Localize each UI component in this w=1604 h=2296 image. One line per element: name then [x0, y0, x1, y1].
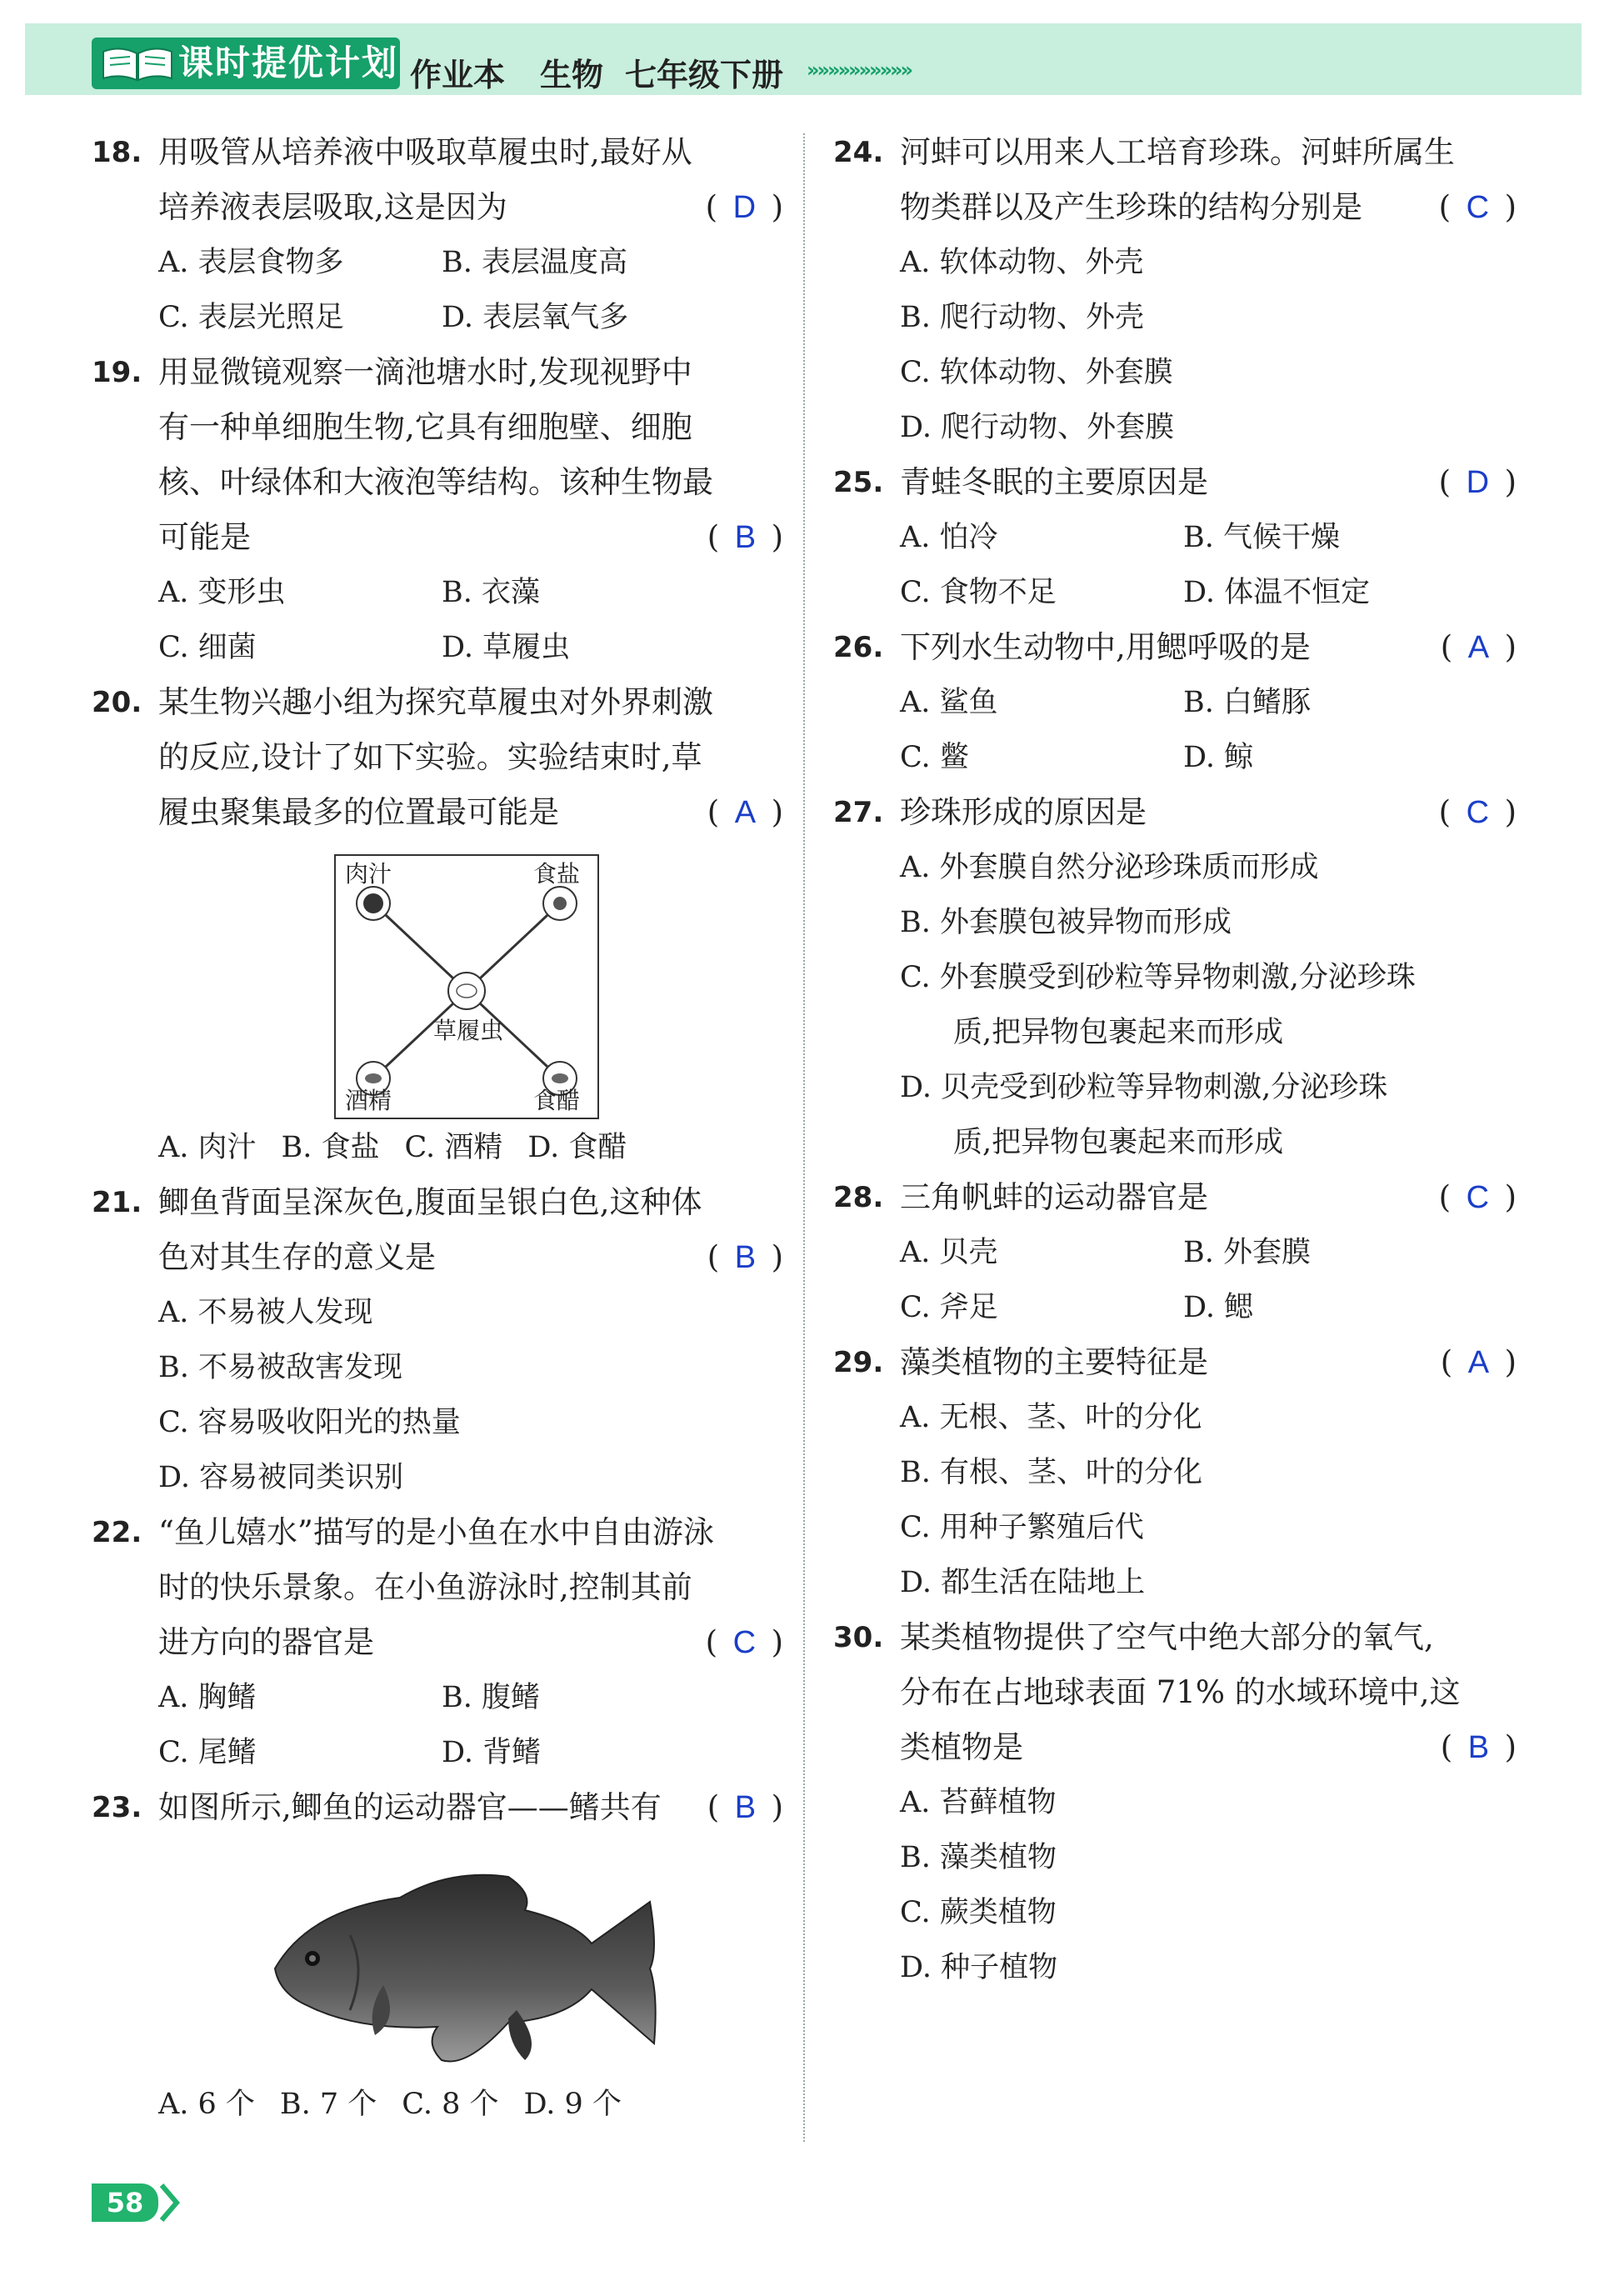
question-27 [833, 785, 1517, 1170]
question-text: 类植物是 [900, 1729, 1023, 1765]
option-C: C. 8 个 [402, 2088, 499, 2121]
option-C: C. 食物不足 [900, 576, 1057, 609]
question-stem-line [92, 730, 783, 785]
vinegar-blob [552, 1073, 568, 1083]
question-23 [92, 1780, 783, 2132]
question-text: 有一种单细胞生物,它具有细胞壁、细胞 [158, 409, 692, 445]
page-number: 58 [92, 2183, 158, 2222]
experiment-diagram [333, 853, 600, 1120]
option-C: C. 酒精 [404, 1131, 503, 1164]
answer-bracket [1439, 455, 1517, 510]
bracket-close: ) [1489, 1344, 1517, 1380]
question-stem-line [833, 1335, 1517, 1390]
question-number: 30. [833, 1621, 884, 1654]
option-D: D. 都生活在陆地上 [900, 1566, 1146, 1599]
option-A: A. 肉汁 [158, 1131, 257, 1164]
question-stem-line [833, 1720, 1517, 1775]
bracket-open: ( [707, 519, 735, 555]
question-number: 29. [833, 1346, 884, 1379]
question-text: 色对其生存的意义是 [158, 1239, 436, 1275]
book-label: 作业本 [410, 57, 506, 93]
question-text: 珍珠形成的原因是 [900, 794, 1147, 830]
option-D: D. 爬行动物、外套膜 [900, 411, 1175, 444]
option-row [158, 620, 783, 675]
answer-letter: A [1467, 630, 1490, 665]
question-stem-line [833, 125, 1517, 180]
question-28 [833, 1170, 1517, 1335]
bracket-open: ( [1438, 1179, 1467, 1215]
question-stem-line [833, 785, 1517, 840]
chevron-right-icon [158, 2182, 182, 2223]
answer-bracket [1441, 620, 1517, 675]
question-stem-line [92, 1230, 783, 1285]
question-text: 时的快乐景象。在小鱼游泳时,控制其前 [158, 1569, 692, 1605]
answer-letter: A [1467, 1345, 1490, 1380]
options [833, 510, 1517, 620]
question-text: 的反应,设计了如下实验。实验结束时,草 [158, 739, 702, 775]
bracket-close: ) [1489, 464, 1517, 500]
alcohol-blob [365, 1073, 382, 1083]
question-stem-line [92, 1175, 783, 1230]
option-B: B. 爬行动物、外壳 [900, 301, 1144, 334]
bracket-close: ) [756, 1624, 783, 1660]
answer-letter: D [732, 190, 757, 225]
label-bottom-left: 酒精 [345, 1087, 392, 1114]
question-stem-line [92, 785, 783, 840]
options [92, 565, 783, 675]
option-A: A. 6 个 [158, 2088, 255, 2121]
question-stem-line [92, 455, 783, 510]
option-row [900, 565, 1517, 620]
answer-bracket [1439, 1170, 1517, 1225]
option-row [158, 290, 783, 345]
question-stem-line [833, 455, 1517, 510]
meat-broth-blob [363, 893, 383, 913]
question-stem-line [92, 125, 783, 180]
answer-bracket [1441, 1335, 1517, 1390]
question-text: 青蛙冬眠的主要原因是 [900, 464, 1208, 500]
fish-icon [258, 1852, 675, 2077]
option-D: D. 背鳍 [442, 1736, 542, 1769]
question-text: 用显微镜观察一滴池塘水时,发现视野中 [158, 354, 692, 390]
option-D: D. 体温不恒定 [1183, 576, 1371, 609]
option-B: B. 食盐 [281, 1131, 380, 1164]
option-A: A. 表层食物多 [158, 246, 344, 279]
question-stem-line [833, 1170, 1517, 1225]
answer-bracket [707, 1230, 783, 1285]
option-C: C. 细菌 [158, 631, 257, 664]
bracket-close: ) [1489, 1729, 1517, 1765]
bracket-close: ) [756, 1789, 783, 1825]
question-20 [92, 675, 783, 1175]
label-top-left: 肉汁 [345, 860, 392, 888]
bracket-open: ( [707, 1789, 735, 1825]
option-A: A. 怕冷 [900, 521, 998, 554]
question-stem-line [92, 675, 783, 730]
bracket-open: ( [1440, 1344, 1468, 1380]
bracket-open: ( [1438, 464, 1467, 500]
option-B: B. 外套膜 [1183, 1236, 1311, 1269]
option-B: B. 不易被敌害发现 [158, 1351, 402, 1384]
question-25 [833, 455, 1517, 620]
question-26 [833, 620, 1517, 785]
question-30 [833, 1610, 1517, 1995]
option-A: A. 外套膜自然分泌珍珠质而形成 [900, 851, 1319, 884]
question-19 [92, 345, 783, 675]
answer-bracket [706, 180, 783, 235]
question-29 [833, 1335, 1517, 1610]
question-text: 用吸管从培养液中吸取草履虫时,最好从 [158, 134, 692, 170]
option-D: D. 种子植物 [900, 1951, 1058, 1984]
question-stem-line [92, 180, 783, 235]
option-B: B. 衣藻 [442, 576, 540, 609]
question-stem-line [92, 345, 783, 400]
option-row [900, 730, 1517, 785]
question-number: 21. [92, 1186, 142, 1219]
question-text: 鲫鱼背面呈深灰色,腹面呈银白色,这种体 [158, 1184, 702, 1220]
option-B: B. 7 个 [279, 2088, 377, 2121]
bracket-close: ) [756, 1239, 783, 1275]
label-bottom-right: 食醋 [533, 1087, 581, 1114]
option-A: A. 无根、茎、叶的分化 [900, 1401, 1202, 1434]
question-stem-line [92, 1505, 783, 1560]
answer-letter: C [732, 1625, 757, 1660]
question-text: 三角帆蚌的运动器官是 [900, 1179, 1208, 1215]
option-row [158, 2077, 783, 2132]
options [833, 1390, 1517, 1610]
question-stem-line [92, 400, 783, 455]
options [92, 1670, 783, 1780]
option-row [900, 510, 1517, 565]
answer-letter: B [734, 1240, 757, 1275]
bracket-close: ) [756, 189, 783, 225]
grade-label: 七年级下册 [625, 57, 784, 93]
bracket-close: ) [1489, 629, 1517, 665]
option-B: B. 藻类植物 [900, 1841, 1057, 1874]
option-row [158, 235, 783, 290]
answer-letter: D [1466, 465, 1490, 500]
options [92, 1120, 783, 1175]
bracket-open: ( [1440, 629, 1468, 665]
question-stem-line [833, 620, 1517, 675]
question-text: 可能是 [158, 519, 251, 555]
option-D-cont: 质,把异物包裹起来而形成 [953, 1126, 1284, 1159]
question-text: 藻类植物的主要特征是 [900, 1344, 1208, 1380]
answer-letter: B [734, 1790, 757, 1825]
question-number: 19. [92, 356, 142, 389]
book-icon [100, 43, 175, 83]
option-B: B. 有根、茎、叶的分化 [900, 1456, 1202, 1489]
option-A: A. 胸鳍 [158, 1681, 257, 1714]
question-stem-line [833, 1610, 1517, 1665]
bracket-close: ) [756, 794, 783, 830]
question-text: 进方向的器官是 [158, 1624, 374, 1660]
question-24 [833, 125, 1517, 455]
option-C: C. 容易吸收阳光的热量 [158, 1406, 461, 1439]
option-D: D. 草履虫 [442, 631, 571, 664]
bracket-open: ( [1438, 794, 1467, 830]
left-column [92, 125, 783, 2132]
answer-letter: C [1466, 795, 1490, 830]
option-B: B. 表层温度高 [442, 246, 627, 279]
answer-letter: C [1466, 190, 1490, 225]
option-A: A. 贝壳 [900, 1236, 998, 1269]
option-B: B. 腹鳍 [442, 1681, 540, 1714]
right-column [833, 125, 1517, 1995]
question-number: 25. [833, 466, 884, 499]
question-stem-line [92, 510, 783, 565]
option-D: D. 食醋 [527, 1131, 627, 1164]
option-D: D. 鲸 [1183, 741, 1254, 774]
option-A: A. 苔藓植物 [900, 1786, 1057, 1819]
option-A: A. 鲨鱼 [900, 686, 998, 719]
question-text: “鱼儿嬉水”描写的是小鱼在水中自由游泳 [158, 1514, 714, 1550]
option-row [158, 1670, 783, 1725]
bracket-open: ( [705, 189, 733, 225]
answer-letter: A [734, 795, 757, 830]
option-row [900, 675, 1517, 730]
bracket-close: ) [1489, 1179, 1517, 1215]
question-stem-line [92, 1560, 783, 1615]
bracket-open: ( [707, 794, 735, 830]
options [833, 1225, 1517, 1335]
bracket-close: ) [1489, 794, 1517, 830]
question-text: 河蚌可以用来人工培育珍珠。河蚌所属生 [900, 134, 1455, 170]
options [92, 1285, 783, 1505]
option-C: C. 外套膜受到砂粒等异物刺激,分泌珍珠 [900, 961, 1416, 994]
brand-title: 课时提优计划 [178, 43, 399, 83]
question-21 [92, 1175, 783, 1505]
label-center: 草履虫 [433, 1017, 504, 1044]
option-row [158, 565, 783, 620]
column-divider [803, 133, 805, 2142]
options [833, 675, 1517, 785]
question-stem-line [92, 1615, 783, 1670]
options [833, 840, 1517, 1170]
option-C: C. 斧足 [900, 1291, 998, 1324]
question-number: 18. [92, 136, 142, 169]
bracket-open: ( [707, 1239, 735, 1275]
option-D: D. 9 个 [523, 2088, 622, 2121]
options [92, 2077, 783, 2132]
option-C: C. 尾鳍 [158, 1736, 257, 1769]
option-B: B. 外套膜包被异物而形成 [900, 906, 1232, 939]
answer-bracket [707, 510, 783, 565]
option-A: A. 变形虫 [158, 576, 286, 609]
crucian-carp-figure [258, 1852, 675, 2077]
question-text: 分布在占地球表面 71% 的水域环境中,这 [900, 1674, 1461, 1710]
answer-bracket [1441, 1720, 1517, 1775]
question-number: 20. [92, 686, 142, 719]
option-D: D. 鳃 [1183, 1291, 1254, 1324]
question-text: 物类群以及产生珍珠的结构分别是 [900, 189, 1362, 225]
options [92, 235, 783, 345]
option-C: C. 用种子繁殖后代 [900, 1511, 1144, 1544]
option-C: C. 软体动物、外套膜 [900, 356, 1173, 389]
subject-label: 生物 [540, 57, 604, 93]
option-D: D. 容易被同类识别 [158, 1461, 404, 1494]
question-text: 履虫聚集最多的位置最可能是 [158, 794, 559, 830]
answer-bracket [1439, 785, 1517, 840]
question-text: 如图所示,鲫鱼的运动器官——鳍共有 [158, 1789, 662, 1825]
answer-letter: B [734, 520, 757, 555]
option-A: A. 不易被人发现 [158, 1296, 373, 1329]
question-22 [92, 1505, 783, 1780]
question-number: 27. [833, 796, 884, 829]
option-C: C. 表层光照足 [158, 301, 344, 334]
options [833, 1775, 1517, 1995]
bracket-close: ) [1489, 189, 1517, 225]
option-B: B. 气候干燥 [1183, 521, 1340, 554]
bracket-open: ( [1438, 189, 1467, 225]
answer-bracket [707, 785, 783, 840]
option-row [900, 1225, 1517, 1280]
option-C-cont: 质,把异物包裹起来而形成 [953, 1016, 1284, 1049]
question-text: 某生物兴趣小组为探究草履虫对外界刺激 [158, 684, 713, 720]
option-B: B. 白鳍豚 [1183, 686, 1311, 719]
label-top-right: 食盐 [533, 860, 581, 888]
slide-diagram [333, 853, 600, 1120]
option-D: D. 贝壳受到砂粒等异物刺激,分泌珍珠 [900, 1071, 1388, 1104]
options [833, 235, 1517, 455]
bracket-open: ( [705, 1624, 733, 1660]
option-A: A. 软体动物、外壳 [900, 246, 1144, 279]
option-D: D. 表层氧气多 [442, 301, 629, 334]
option-C: C. 鳖 [900, 741, 969, 774]
question-text: 某类植物提供了空气中绝大部分的氧气, [900, 1619, 1434, 1655]
question-number: 22. [92, 1516, 142, 1549]
option-row [158, 1725, 783, 1780]
bracket-open: ( [1440, 1729, 1468, 1765]
question-text: 下列水生动物中,用鳃呼吸的是 [900, 629, 1311, 665]
answer-letter: C [1466, 1180, 1490, 1215]
bracket-close: ) [756, 519, 783, 555]
question-stem-line [92, 1780, 783, 1835]
answer-bracket [707, 1780, 783, 1835]
question-text: 培养液表层吸取,这是因为 [158, 189, 507, 225]
answer-letter: B [1467, 1730, 1490, 1765]
question-number: 26. [833, 631, 884, 664]
question-number: 28. [833, 1181, 884, 1214]
option-row [900, 1280, 1517, 1335]
answer-bracket [1439, 180, 1517, 235]
salt-blob [553, 897, 567, 910]
header-arrows-decoration: »»»»»»»»»» [807, 58, 912, 82]
question-number: 24. [833, 136, 884, 169]
answer-bracket [706, 1615, 783, 1670]
question-text: 核、叶绿体和大液泡等结构。该种生物最 [158, 464, 713, 500]
option-C: C. 蕨类植物 [900, 1896, 1057, 1929]
question-stem-line [833, 1665, 1517, 1720]
question-18 [92, 125, 783, 345]
question-stem-line [833, 180, 1517, 235]
option-row [158, 1120, 783, 1175]
drop-paramecium [448, 973, 485, 1009]
question-number: 23. [92, 1791, 142, 1824]
